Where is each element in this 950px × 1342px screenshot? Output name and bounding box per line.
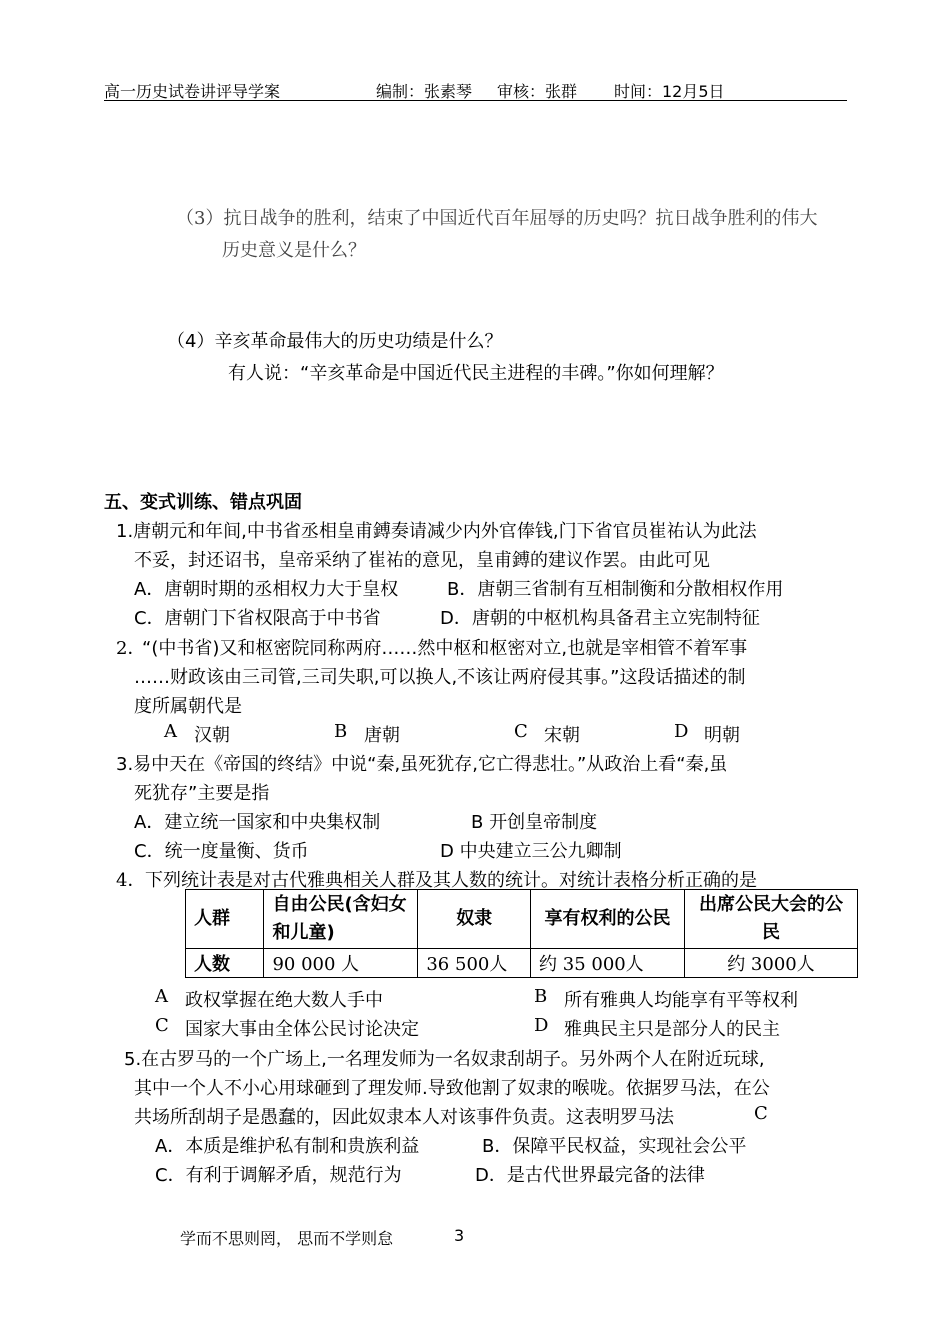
s5-q2-line2: ……财政该由三司管,三司失职,可以换人,不该让两府侵其事。”这段话描述的制 — [134, 667, 746, 688]
q3-line1: （3）抗日战争的胜利，结束了中国近代百年屈辱的历史吗？抗日战争胜利的伟大 — [176, 208, 818, 229]
s5-q5-line1: 5.在古罗马的一个广场上,一名理发师为一名奴隶刮胡子。另外两个人在附近玩球, — [124, 1049, 765, 1070]
s5-q2-option-a-letter: A — [164, 721, 177, 742]
s5-q1-option-d: D．唐朝的中枢机构具备君主立宪制特征 — [440, 608, 760, 629]
s5-q4-option-a: 政权掌握在绝大数人手中 — [185, 990, 383, 1011]
s5-q2-option-a: 汉朝 — [194, 725, 230, 746]
s5-q4-option-c-letter: C — [155, 1015, 169, 1036]
section-title: 五、变式训练、错点巩固 — [104, 492, 302, 513]
table-header-cell: 人群 — [186, 890, 264, 949]
table-header-cell: 自由公民(含妇女和儿童) — [264, 890, 418, 949]
s5-q1-option-b: B．唐朝三省制有互相制衡和分散相权作用 — [447, 579, 784, 600]
athens-stats-table — [185, 889, 858, 978]
q4-line2: 有人说：“辛亥革命是中国近代民主进程的丰碑。”你如何理解？ — [228, 363, 724, 384]
s5-q2-option-d: 明朝 — [704, 725, 740, 746]
table-header-cell: 奴隶 — [418, 890, 531, 949]
s5-q1-option-a: A．唐朝时期的丞相权力大于皇权 — [134, 579, 399, 600]
s5-q2-option-b-letter: B — [334, 721, 348, 742]
q3-line2: 历史意义是什么？ — [222, 240, 366, 261]
s5-q2-number: 2． — [116, 638, 146, 659]
s5-q2-option-b: 唐朝 — [364, 725, 400, 746]
s5-q2-line3: 度所属朝代是 — [134, 696, 242, 717]
header-reviewer: 审核：张群 — [497, 82, 578, 101]
page-number: 3 — [454, 1226, 465, 1245]
s5-q5-line2: 其中一个人不小心用球砸到了理发师.导致他割了奴隶的喉咙。依据罗马法，在公 — [134, 1078, 770, 1099]
s5-q3-option-b: B 开创皇帝制度 — [471, 812, 598, 833]
header-rule — [104, 100, 847, 101]
s5-q4-option-a-letter: A — [155, 986, 168, 1007]
table-header-row — [186, 890, 858, 949]
s5-q5-option-d: D．是古代世界最完备的法律 — [475, 1165, 705, 1186]
table-cell: 90 000 人 — [264, 949, 418, 978]
table-header-cell: 享有权利的公民 — [531, 890, 685, 949]
table-cell: 约 35 000人 — [531, 949, 685, 978]
s5-q5-option-c: C．有利于调解矛盾，规范行为 — [155, 1165, 402, 1186]
s5-q3-line1: 3.易中天在《帝国的终结》中说“秦,虽死犹存,它亡得悲壮。”从政治上看“秦,虽 — [116, 754, 728, 775]
s5-q5-line3: 共场所刮胡子是愚蠢的，因此奴隶本人对该事件负责。这表明罗马法 — [134, 1107, 674, 1128]
s5-q3-option-a: A．建立统一国家和中央集权制 — [134, 812, 381, 833]
s5-q5-option-a: A．本质是维护私有制和贵族利益 — [155, 1136, 420, 1157]
s5-q1-option-c: C．唐朝门下省权限高于中书省 — [134, 608, 381, 629]
s5-q4-stem: 下列统计表是对古代雅典相关人群及其人数的统计。对统计表格分析正确的是 — [145, 870, 757, 891]
s5-q4-option-d-letter: D — [534, 1015, 549, 1036]
s5-q4-option-d: 雅典民主只是部分人的民主 — [564, 1019, 780, 1040]
s5-q5-option-b: B．保障平民权益，实现社会公平 — [482, 1136, 747, 1157]
header-course: 高一历史试卷讲评导学案 — [104, 82, 281, 101]
s5-q2-option-d-letter: D — [674, 721, 689, 742]
s5-q4-number: 4． — [116, 870, 146, 891]
footer-motto: 学而不思则罔， 思而不学则怠 — [180, 1229, 394, 1248]
s5-q4-option-b-letter: B — [534, 986, 548, 1007]
table-row-label: 人数 — [186, 949, 264, 978]
table-row — [186, 949, 858, 978]
s5-q1-line2: 不妥，封还诏书，皇帝采纳了崔祐的意见，皇甫鎛的建议作罢。由此可见 — [134, 550, 710, 571]
q4-line1: （4）辛亥革命最伟大的历史功绩是什么？ — [167, 331, 503, 352]
table-header-cell: 出席公民大会的公民 — [684, 890, 857, 949]
s5-q1-line1: 1.唐朝元和年间,中书省丞相皇甫鎛奏请减少内外官俸钱,门下省官员崔祐认为此法 — [116, 521, 757, 542]
table-cell: 36 500人 — [418, 949, 531, 978]
s5-q2-line1: “(中书省)又和枢密院同称两府……然中枢和枢密对立,也就是宰相管不着军事 — [142, 638, 748, 659]
table-cell: 约 3000人 — [684, 949, 857, 978]
s5-q2-option-c-letter: C — [514, 721, 528, 742]
s5-q4-option-b: 所有雅典人均能享有平等权利 — [564, 990, 798, 1011]
s5-q2-option-c: 宋朝 — [544, 725, 580, 746]
s5-q4-option-c: 国家大事由全体公民讨论决定 — [185, 1019, 419, 1040]
header-date: 时间：12月5日 — [614, 82, 725, 101]
s5-q3-option-c: C．统一度量衡、货币 — [134, 841, 309, 862]
s5-q3-line2: 死犹存”主要是指 — [134, 783, 270, 804]
s5-q3-option-d: D 中央建立三公九卿制 — [440, 841, 622, 862]
s5-q5-answer: C — [754, 1103, 768, 1124]
header-editor: 编制：张素琴 — [376, 82, 473, 101]
